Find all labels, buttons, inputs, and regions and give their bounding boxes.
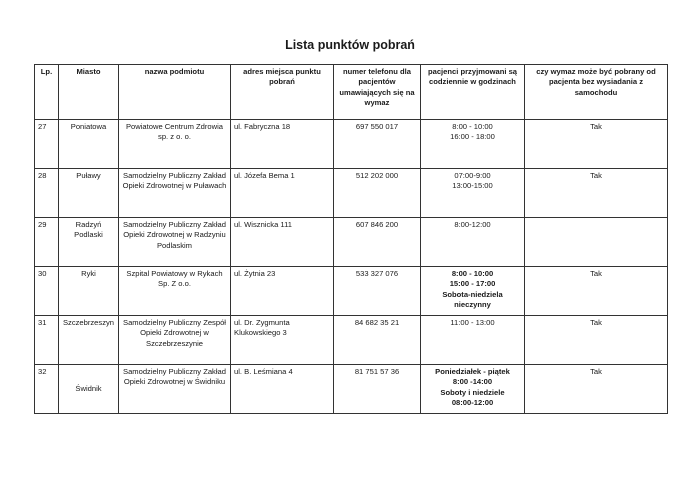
header-wymaz: czy wymaz może być pobrany od pacjenta bez wysiadania z samochodu (525, 65, 668, 120)
table-row (35, 365, 668, 414)
cell-lp: 31 (35, 316, 59, 365)
cell-miasto: Radzyń Podlaski (59, 218, 119, 267)
header-podmiot: nazwa podmiotu (119, 65, 231, 120)
cell-telefon: 84 682 35 21 (334, 316, 421, 365)
cell-adres: ul. Józefa Bema 1 (231, 169, 334, 218)
hours-line: Sobota-niedziela nieczynny (442, 289, 503, 309)
cell-wymaz: Tak (525, 365, 668, 414)
cell-lp: 29 (35, 218, 59, 267)
cell-wymaz: Tak (525, 120, 668, 169)
cell-miasto: Świdnik (59, 365, 119, 414)
hours-line: 8:00-12:00 (454, 220, 491, 229)
cell-podmiot: Powiatowe Centrum Zdrowia sp. z o. o. (119, 120, 231, 169)
cell-godziny (421, 365, 525, 414)
cell-adres: ul. Fabryczna 18 (231, 120, 334, 169)
cell-godziny (421, 218, 525, 267)
cell-godziny (421, 267, 525, 316)
hours-line: Poniedziałek - piątek (435, 367, 510, 376)
header-lp: Lp. (35, 65, 59, 120)
cell-podmiot: Samodzielny Publiczny Zakład Opieki Zdrowotnej w Radzyniu Podlaskim (119, 218, 231, 267)
hours-line: 8:00 - 10:00 (451, 269, 494, 278)
cell-miasto: Poniatowa (59, 120, 119, 169)
table-header-row (35, 65, 668, 120)
cell-wymaz (525, 218, 668, 267)
cell-miasto: Ryki (59, 267, 119, 316)
table-row (35, 169, 668, 218)
cell-wymaz: Tak (525, 316, 668, 365)
header-adres: adres miejsca punktu pobrań (231, 65, 334, 120)
hours-line: 8:00 -14:00 (452, 377, 493, 387)
cell-podmiot: Samodzielny Publiczny Zakład Opieki Zdrowotnej w Świdniku (119, 365, 231, 414)
header-telefon: numer telefonu dla pacjentów umawiających się na wymaz (334, 65, 421, 120)
hours-line: 8:00 - 10:00 (452, 122, 493, 131)
table-row (35, 267, 668, 316)
hours-line: 15:00 - 17:00 (449, 279, 496, 289)
cell-adres: ul. Wisznicka 111 (231, 218, 334, 267)
cell-godziny (421, 316, 525, 365)
hours-line: 08:00-12:00 (451, 397, 494, 407)
hours-line: 11:00 - 13:00 (450, 318, 495, 327)
cell-godziny (421, 120, 525, 169)
cell-podmiot: Samodzielny Publiczny Zakład Opieki Zdrowotnej w Puławach (119, 169, 231, 218)
hours-line: 13:00-15:00 (452, 181, 493, 191)
collection-points-table (34, 64, 668, 414)
cell-wymaz: Tak (525, 267, 668, 316)
cell-podmiot: Samodzielny Publiczny Zespół Opieki Zdrowotnej w Szczebrzeszynie (119, 316, 231, 365)
hours-line: 07:00-9:00 (454, 171, 491, 180)
header-godziny: pacjenci przyjmowani są codziennie w godzinach (421, 65, 525, 120)
cell-lp: 30 (35, 267, 59, 316)
cell-podmiot: Szpital Powiatowy w Rykach Sp. Z o.o. (119, 267, 231, 316)
cell-telefon: 607 846 200 (334, 218, 421, 267)
cell-telefon: 81 751 57 36 (334, 365, 421, 414)
cell-miasto: Szczebrzeszyn (59, 316, 119, 365)
cell-miasto: Puławy (59, 169, 119, 218)
cell-telefon: 533 327 076 (334, 267, 421, 316)
cell-adres: ul. Żytnia 23 (231, 267, 334, 316)
table-row (35, 218, 668, 267)
cell-adres: ul. B. Leśmiana 4 (231, 365, 334, 414)
page-title: Lista punktów pobrań (285, 38, 415, 52)
header-miasto: Miasto (59, 65, 119, 120)
cell-lp: 32 (35, 365, 59, 414)
hours-line: 16:00 - 18:00 (450, 132, 495, 142)
cell-godziny (421, 169, 525, 218)
cell-wymaz: Tak (525, 169, 668, 218)
cell-lp: 28 (35, 169, 59, 218)
table-row (35, 316, 668, 365)
cell-telefon: 512 202 000 (334, 169, 421, 218)
table-row (35, 120, 668, 169)
hours-line: Soboty i niedziele (440, 387, 505, 397)
cell-adres: ul. Dr. Zygmunta Klukowskiego 3 (231, 316, 334, 365)
cell-telefon: 697 550 017 (334, 120, 421, 169)
cell-lp: 27 (35, 120, 59, 169)
